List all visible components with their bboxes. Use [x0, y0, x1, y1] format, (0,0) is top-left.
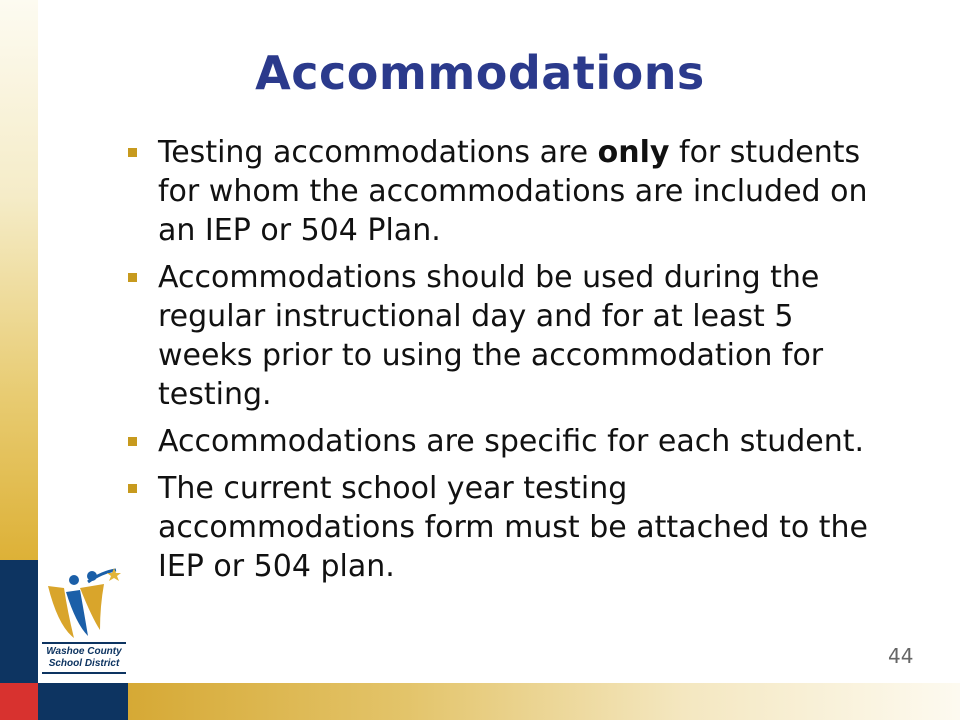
slide-title: Accommodations — [255, 46, 705, 100]
square-bullet-icon — [128, 484, 137, 493]
bullet-text: Accommodations are specific for each student. — [158, 424, 865, 459]
logo-line-1: Washoe County — [46, 646, 122, 657]
district-logo — [38, 560, 130, 683]
square-bullet-icon — [128, 437, 137, 446]
bullet-item — [122, 422, 892, 461]
bottom-decorative-band — [38, 683, 960, 720]
logo-wordmark — [42, 642, 126, 674]
bullet-text-continued: for students for whom the accommodations are included on an IEP or 504 Plan. — [158, 135, 868, 248]
bullet-text: Testing accommodations are — [158, 135, 598, 170]
bullet-emphasis: only — [597, 135, 670, 170]
bullet-text: The current school year testing accommodations form must be attached to the IEP or 504 plan. — [158, 471, 868, 584]
bullet-text: Accommodations should be used during the regular instructional day and for at least 5 weeks prior to using the accommodation for testing. — [158, 260, 824, 412]
bullet-list — [122, 133, 892, 594]
bullet-item — [122, 258, 892, 414]
slide-number: 44 — [888, 644, 914, 668]
washoe-logo-icon — [44, 566, 124, 642]
logo-line-2: School District — [48, 658, 120, 669]
bullet-item — [122, 133, 892, 250]
bullet-item — [122, 469, 892, 586]
square-bullet-icon — [128, 148, 137, 157]
square-bullet-icon — [128, 273, 137, 282]
red-corner-block — [0, 683, 38, 720]
